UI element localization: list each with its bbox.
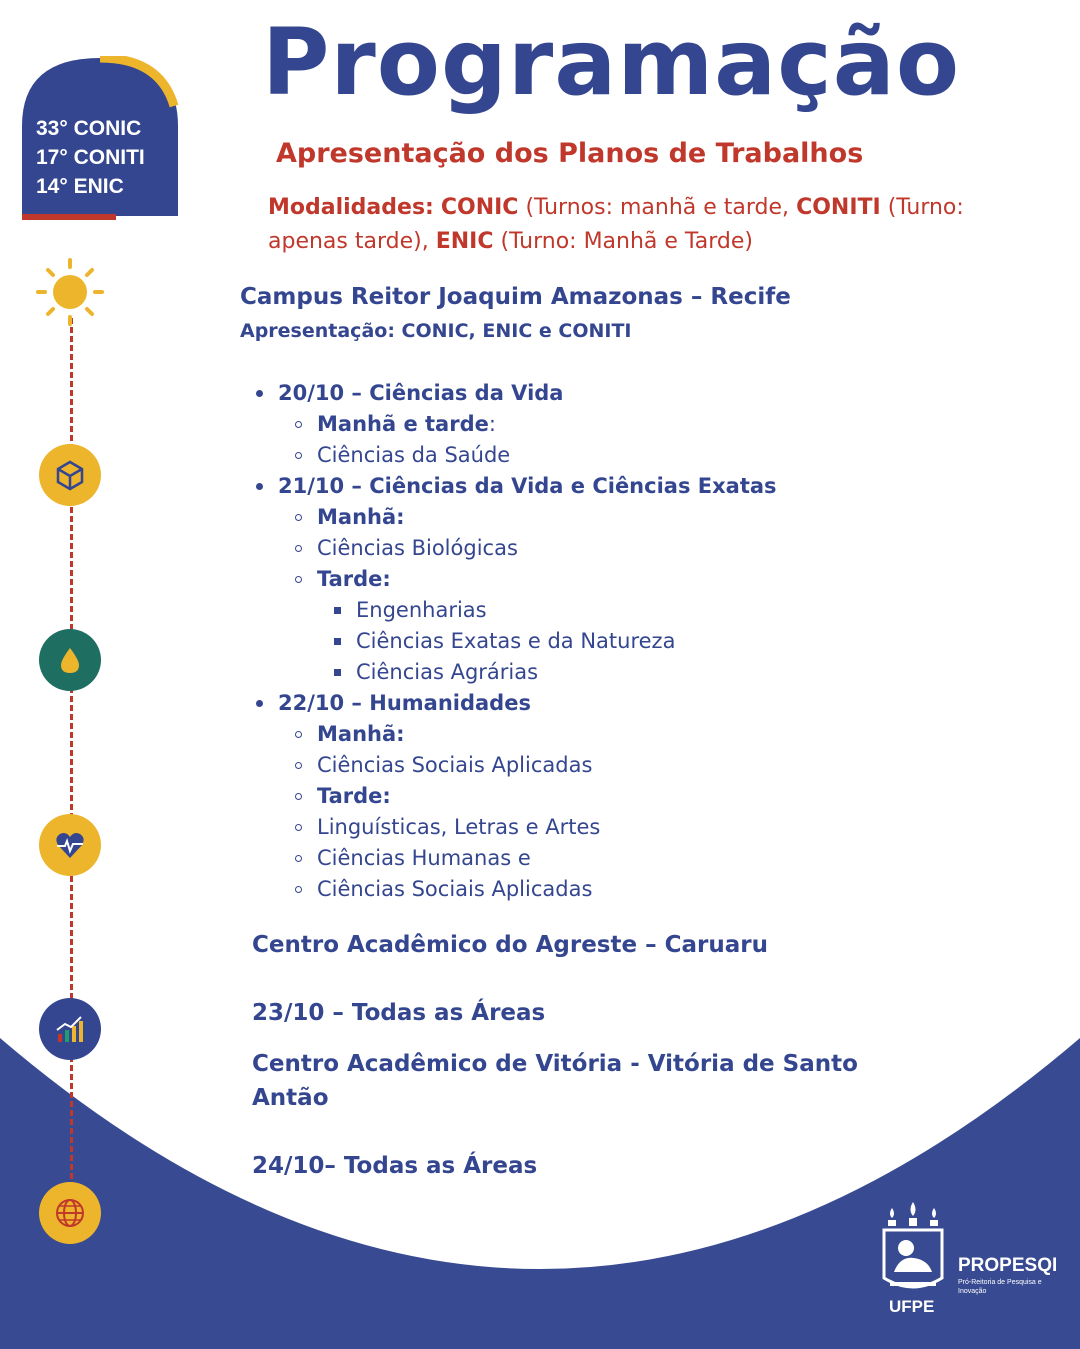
badge-line-enic: 14° ENIC <box>36 175 124 198</box>
list-item: Ciências Humanas e <box>317 846 531 870</box>
list-bullet <box>256 390 263 397</box>
campus-title: Campus Reitor Joaquim Amazonas – Recife <box>240 284 791 310</box>
vitoria-title-line2: Antão <box>252 1085 329 1111</box>
list-item: 20/10 – Ciências da Vida <box>278 381 564 405</box>
list-bullet <box>334 669 341 676</box>
cube-icon <box>39 444 101 506</box>
badge-text <box>36 114 145 201</box>
enic-turno: (Turno: Manhã e Tarde) <box>500 229 753 254</box>
list-item: Ciências da Saúde <box>317 443 511 467</box>
conic-label: CONIC <box>440 195 519 220</box>
list-item: Manhã: <box>317 505 405 529</box>
conic-turno: (Turnos: manhã e tarde, <box>525 195 790 220</box>
list-item: Tarde: <box>317 567 391 591</box>
list-bullet <box>295 545 302 552</box>
list-bullet <box>334 638 341 645</box>
list-item: Ciências Exatas e da Natureza <box>356 629 676 653</box>
list-bullet <box>295 576 302 583</box>
badge-line-conic: 33° CONIC <box>36 117 142 140</box>
list-bullet <box>334 607 341 614</box>
list-item: Engenharias <box>356 598 487 622</box>
vitoria-title-line1: Centro Acadêmico de Vitória - Vitória de Santo <box>252 1051 858 1077</box>
drop-icon <box>39 629 101 691</box>
list-bullet <box>295 855 302 862</box>
coniti-label: CONITI <box>796 195 881 220</box>
list-bullet <box>256 483 263 490</box>
propesqi-label: PROPESQI <box>958 1255 1058 1276</box>
list-bullet <box>295 731 302 738</box>
list-item: 22/10 – Humanidades <box>278 691 531 715</box>
list-item: Ciências Biológicas <box>317 536 518 560</box>
modalidades-label: Modalidades: <box>268 195 434 220</box>
modalidades-text <box>268 191 1028 259</box>
list-bullet <box>295 514 302 521</box>
list-item: 21/10 – Ciências da Vida e Ciências Exatas <box>278 474 777 498</box>
page-title: Programação <box>262 9 961 116</box>
list-bullet <box>256 700 263 707</box>
agreste-date: 23/10 – Todas as Áreas <box>252 1000 546 1026</box>
list-item: Ciências Agrárias <box>356 660 539 684</box>
globe-icon <box>39 1182 101 1244</box>
list-bullet <box>295 824 302 831</box>
list-item: Tarde: <box>317 784 391 808</box>
list-bullet <box>295 421 302 428</box>
enic-label: ENIC <box>435 229 494 254</box>
badge-line-coniti: 17° CONITI <box>36 146 145 169</box>
growth-chart-icon <box>39 998 101 1060</box>
list-bullet <box>295 762 302 769</box>
list-bullet <box>295 452 302 459</box>
list-item: Ciências Sociais Aplicadas <box>317 753 593 777</box>
propesqi-subtitle: Pró-Reitoria de Pesquisa e Inovação <box>958 1279 1042 1295</box>
list-item: Manhã e tarde: <box>317 412 496 436</box>
list-bullet <box>295 886 302 893</box>
list-bullet <box>295 793 302 800</box>
agreste-title: Centro Acadêmico do Agreste – Caruaru <box>252 932 768 958</box>
list-item: Ciências Sociais Aplicadas <box>317 877 593 901</box>
campus-subtitle: Apresentação: CONIC, ENIC e CONITI <box>240 320 632 342</box>
list-item: Linguísticas, Letras e Artes <box>317 815 601 839</box>
vitoria-date: 24/10– Todas as Áreas <box>252 1153 538 1179</box>
heart-pulse-icon <box>39 814 101 876</box>
page-subtitle: Apresentação dos Planos de Trabalhos <box>276 138 864 169</box>
coniti-turno: (Turno: apenas tarde), <box>268 195 964 254</box>
sun-icon <box>36 258 104 326</box>
list-item: Manhã: <box>317 722 405 746</box>
ufpe-label: UFPE <box>889 1297 935 1316</box>
